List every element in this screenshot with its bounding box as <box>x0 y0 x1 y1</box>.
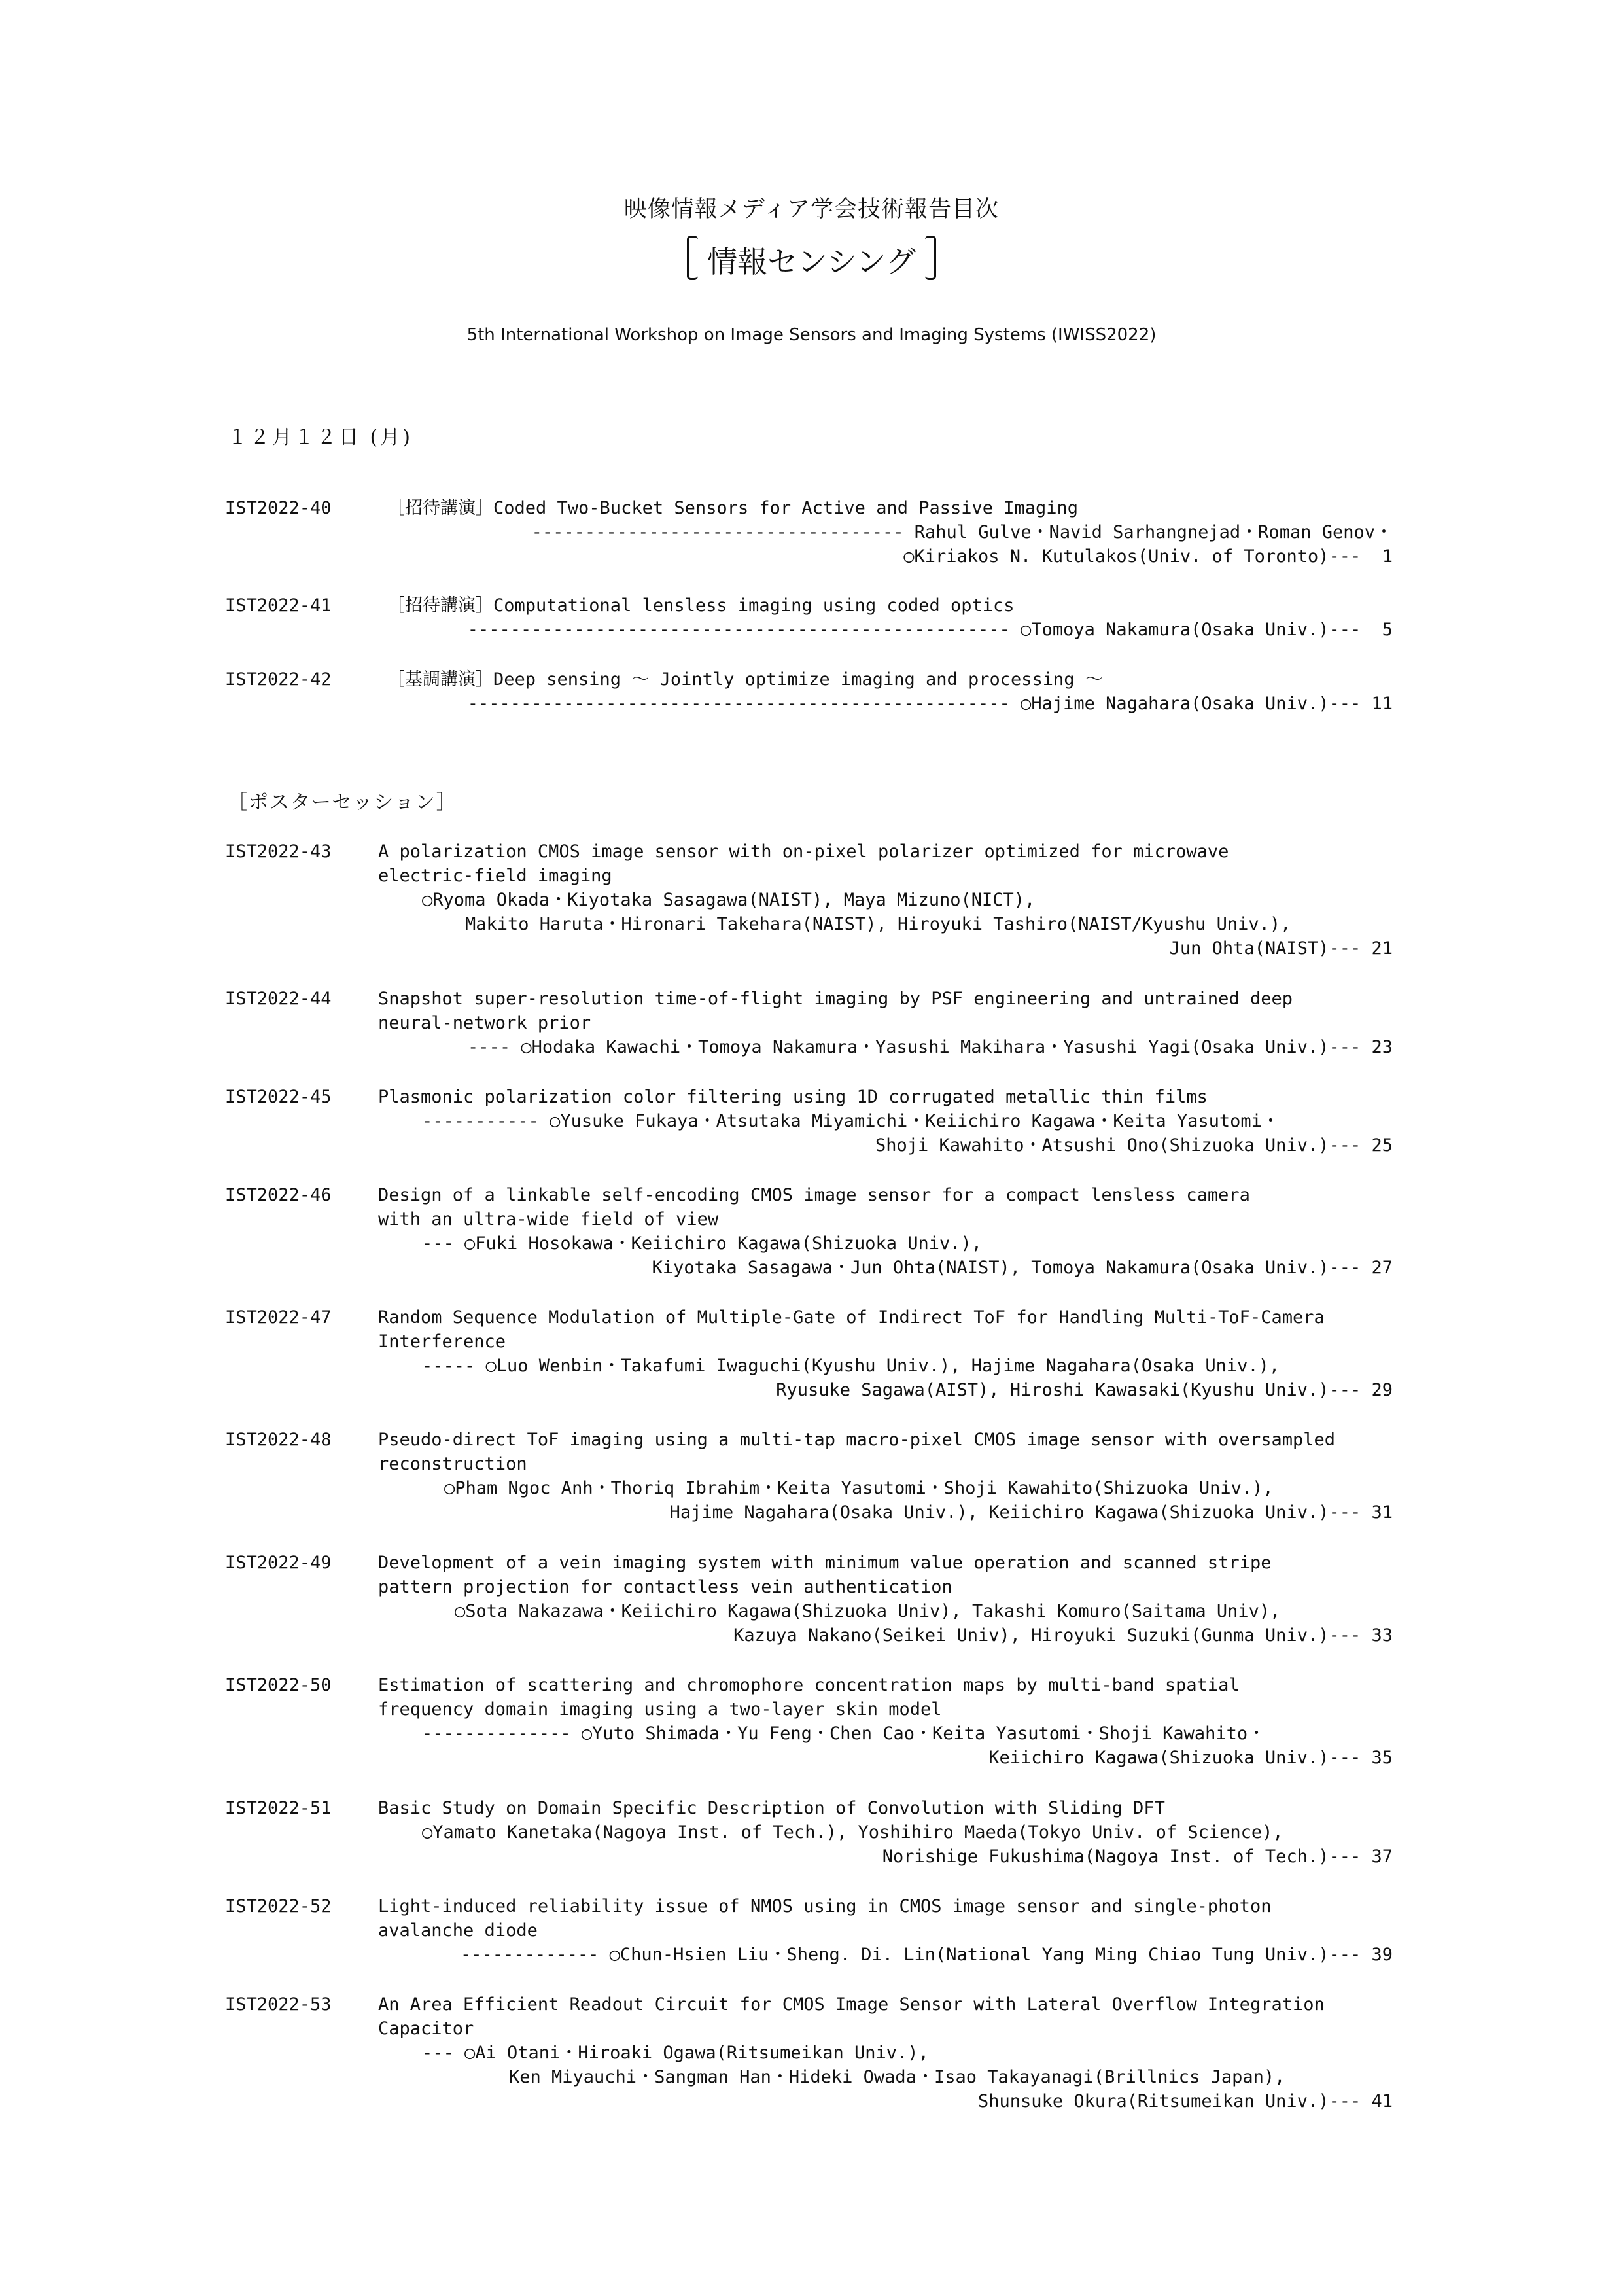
entry-title: Development of a vein imaging system with minimum value operation and scanned stripe <box>378 1553 1272 1573</box>
entry-title: Random Sequence Modulation of Multiple-Gate of Indirect ToF for Handling Multi-ToF-Camera <box>378 1307 1325 1328</box>
entry-title: Pseudo-direct ToF imaging using a multi-tap macro-pixel CMOS image sensor with oversampled <box>378 1430 1335 1450</box>
entry-title: A polarization CMOS image sensor with on-pixel polarizer optimized for microwave <box>378 841 1229 862</box>
entry-authors-page: --------------------------------------------------- ○Hajime Nagahara(Osaka Univ.)--- 11 <box>467 694 1393 714</box>
entry-authors-page: ---- ○Hodaka Kawachi・Tomoya Nakamura・Yasushi Makihara・Yasushi Yagi(Osaka Univ.)--- 23 <box>468 1037 1393 1057</box>
subtitle-text: 情報センシング <box>707 244 916 279</box>
entry-title: ［招待講演］Coded Two-Bucket Sensors for Active and Passive Imaging <box>387 498 1079 518</box>
entry-authors-page: Shoji Kawahito・Atsushi Ono(Shizuoka Univ.)--- 25 <box>875 1135 1393 1156</box>
entry-authors: ○Pham Ngoc Anh・Thoriq Ibrahim・Keita Yasutomi・Shoji Kawahito(Shizuoka Univ.), <box>444 1478 1274 1498</box>
entry-authors: --- ○Ai Otani・Hiroaki Ogawa(Ritsumeikan Univ.), <box>422 2043 929 2063</box>
entry-authors-page: Kiyotaka Sasagawa・Jun Ohta(NAIST), Tomoya Nakamura(Osaka Univ.)--- 27 <box>652 1258 1393 1278</box>
entry-id: IST2022-42 <box>225 669 332 690</box>
entry-title: Basic Study on Domain Specific Description of Convolution with Sliding DFT <box>378 1798 1165 1818</box>
entry-title-cont: avalanche diode <box>378 1920 538 1941</box>
entry-authors: Ken Miyauchi・Sangman Han・Hideki Owada・Isao Takayanagi(Brillnics Japan), <box>509 2067 1285 2087</box>
entry-id: IST2022-43 <box>225 841 332 862</box>
entry-authors-page: Ryusuke Sagawa(AIST), Hiroshi Kawasaki(Kyushu Univ.)--- 29 <box>776 1380 1393 1400</box>
entry-authors: ○Sota Nakazawa・Keiichiro Kagawa(Shizuoka Univ), Takashi Komuro(Saitama Univ), <box>455 1601 1281 1621</box>
entry-id: IST2022-52 <box>225 1896 332 1916</box>
entry-authors: ----------------------------------- Rahul Gulve・Navid Sarhangnejad・Roman Genov・ <box>531 522 1393 542</box>
entry-authors: Makito Haruta・Hironari Takehara(NAIST), Hiroyuki Tashiro(NAIST/Kyushu Univ.), <box>465 914 1291 934</box>
session-date: １２月１２日 (月) <box>228 426 413 449</box>
entry-id: IST2022-40 <box>225 498 332 518</box>
entry-title: ［基調講演］Deep sensing 〜 Jointly optimize imaging and processing 〜 <box>387 669 1103 690</box>
entry-title: Light-induced reliability issue of NMOS using in CMOS image sensor and single-photon <box>378 1896 1272 1916</box>
entry-authors-page: Kazuya Nakano(Seikei Univ), Hiroyuki Suzuki(Gunma Univ.)--- 33 <box>733 1625 1393 1646</box>
left-bracket-icon <box>687 236 698 280</box>
entry-id: IST2022-53 <box>225 1994 332 2015</box>
entry-id: IST2022-46 <box>225 1185 332 1205</box>
entry-id: IST2022-47 <box>225 1307 332 1328</box>
entry-title-cont: with an ultra-wide field of view <box>378 1209 719 1229</box>
entry-authors-page: Keiichiro Kagawa(Shizuoka Univ.)--- 35 <box>988 1748 1393 1768</box>
entry-authors-page: Shunsuke Okura(Ritsumeikan Univ.)--- 41 <box>978 2091 1393 2111</box>
entry-title: ［招待講演］Computational lensless imaging using coded optics <box>387 595 1015 616</box>
poster-session-heading: ［ポスターセッション］ <box>228 791 457 814</box>
entry-title: An Area Efficient Readout Circuit for CMOS Image Sensor with Lateral Overflow Integration <box>378 1994 1325 2015</box>
entry-authors: ----- ○Luo Wenbin・Takafumi Iwaguchi(Kyushu Univ.), Hajime Nagahara(Osaka Univ.), <box>422 1356 1280 1376</box>
entry-id: IST2022-48 <box>225 1430 332 1450</box>
entry-authors-page: --------------------------------------------------- ○Tomoya Nakamura(Osaka Univ.)--- 5 <box>467 620 1393 640</box>
entry-title: Snapshot super-resolution time-of-flight imaging by PSF engineering and untrained deep <box>378 989 1293 1009</box>
entry-authors-page: ------------- ○Chun-Hsien Liu・Sheng. Di. Lin(National Yang Ming Chiao Tung Univ.)--- 39 <box>461 1945 1393 1965</box>
entry-authors: ○Yamato Kanetaka(Nagoya Inst. of Tech.), Yoshihiro Maeda(Tokyo Univ. of Science), <box>422 1822 1283 1843</box>
entry-title-cont: pattern projection for contactless vein authentication <box>378 1577 952 1597</box>
entry-title-cont: neural-network prior <box>378 1013 591 1033</box>
entry-authors: -------------- ○Yuto Shimada・Yu Feng・Chen Cao・Keita Yasutomi・Shoji Kawahito・ <box>422 1723 1266 1744</box>
entry-title: Design of a linkable self-encoding CMOS image sensor for a compact lensless camera <box>378 1185 1250 1205</box>
entry-id: IST2022-44 <box>225 989 332 1009</box>
entry-authors-page: Hajime Nagahara(Osaka Univ.), Keiichiro Kagawa(Shizuoka Univ.)--- 31 <box>669 1502 1393 1523</box>
right-bracket-icon <box>925 236 936 280</box>
entry-authors: ○Ryoma Okada・Kiyotaka Sasagawa(NAIST), Maya Mizuno(NICT), <box>422 890 1036 910</box>
entry-id: IST2022-49 <box>225 1553 332 1573</box>
section-subtitle <box>0 236 1623 288</box>
entry-title-cont: frequency domain imaging using a two-layer skin model <box>378 1699 942 1720</box>
entry-authors: --- ○Fuki Hosokawa・Keiichiro Kagawa(Shizuoka Univ.), <box>422 1233 983 1254</box>
report-title: 映像情報メディア学会技術報告目次 <box>623 196 1000 222</box>
entry-authors: ----------- ○Yusuke Fukaya・Atsutaka Miyamichi・Keiichiro Kagawa・Keita Yasutomi・ <box>422 1111 1280 1131</box>
entry-title-cont: electric-field imaging <box>378 866 612 886</box>
entry-authors-page: ○Kiriakos N. Kutulakos(Univ. of Toronto)--- 1 <box>903 546 1393 567</box>
entry-id: IST2022-50 <box>225 1675 332 1695</box>
workshop-name: 5th International Workshop on Image Sensors and Imaging Systems (IWISS2022) <box>466 325 1157 345</box>
entry-authors-page: Jun Ohta(NAIST)--- 21 <box>1169 938 1393 959</box>
entry-authors-page: Norishige Fukushima(Nagoya Inst. of Tech.)--- 37 <box>882 1846 1393 1867</box>
entry-title: Estimation of scattering and chromophore concentration maps by multi-band spatial <box>378 1675 1240 1695</box>
entry-id: IST2022-45 <box>225 1087 332 1107</box>
entry-id: IST2022-41 <box>225 595 332 616</box>
entry-title: Plasmonic polarization color filtering using 1D corrugated metallic thin films <box>378 1087 1208 1107</box>
entry-title-cont: reconstruction <box>378 1454 527 1474</box>
entry-title-cont: Capacitor <box>378 2019 474 2039</box>
entry-title-cont: Interference <box>378 1332 506 1352</box>
entry-id: IST2022-51 <box>225 1798 332 1818</box>
